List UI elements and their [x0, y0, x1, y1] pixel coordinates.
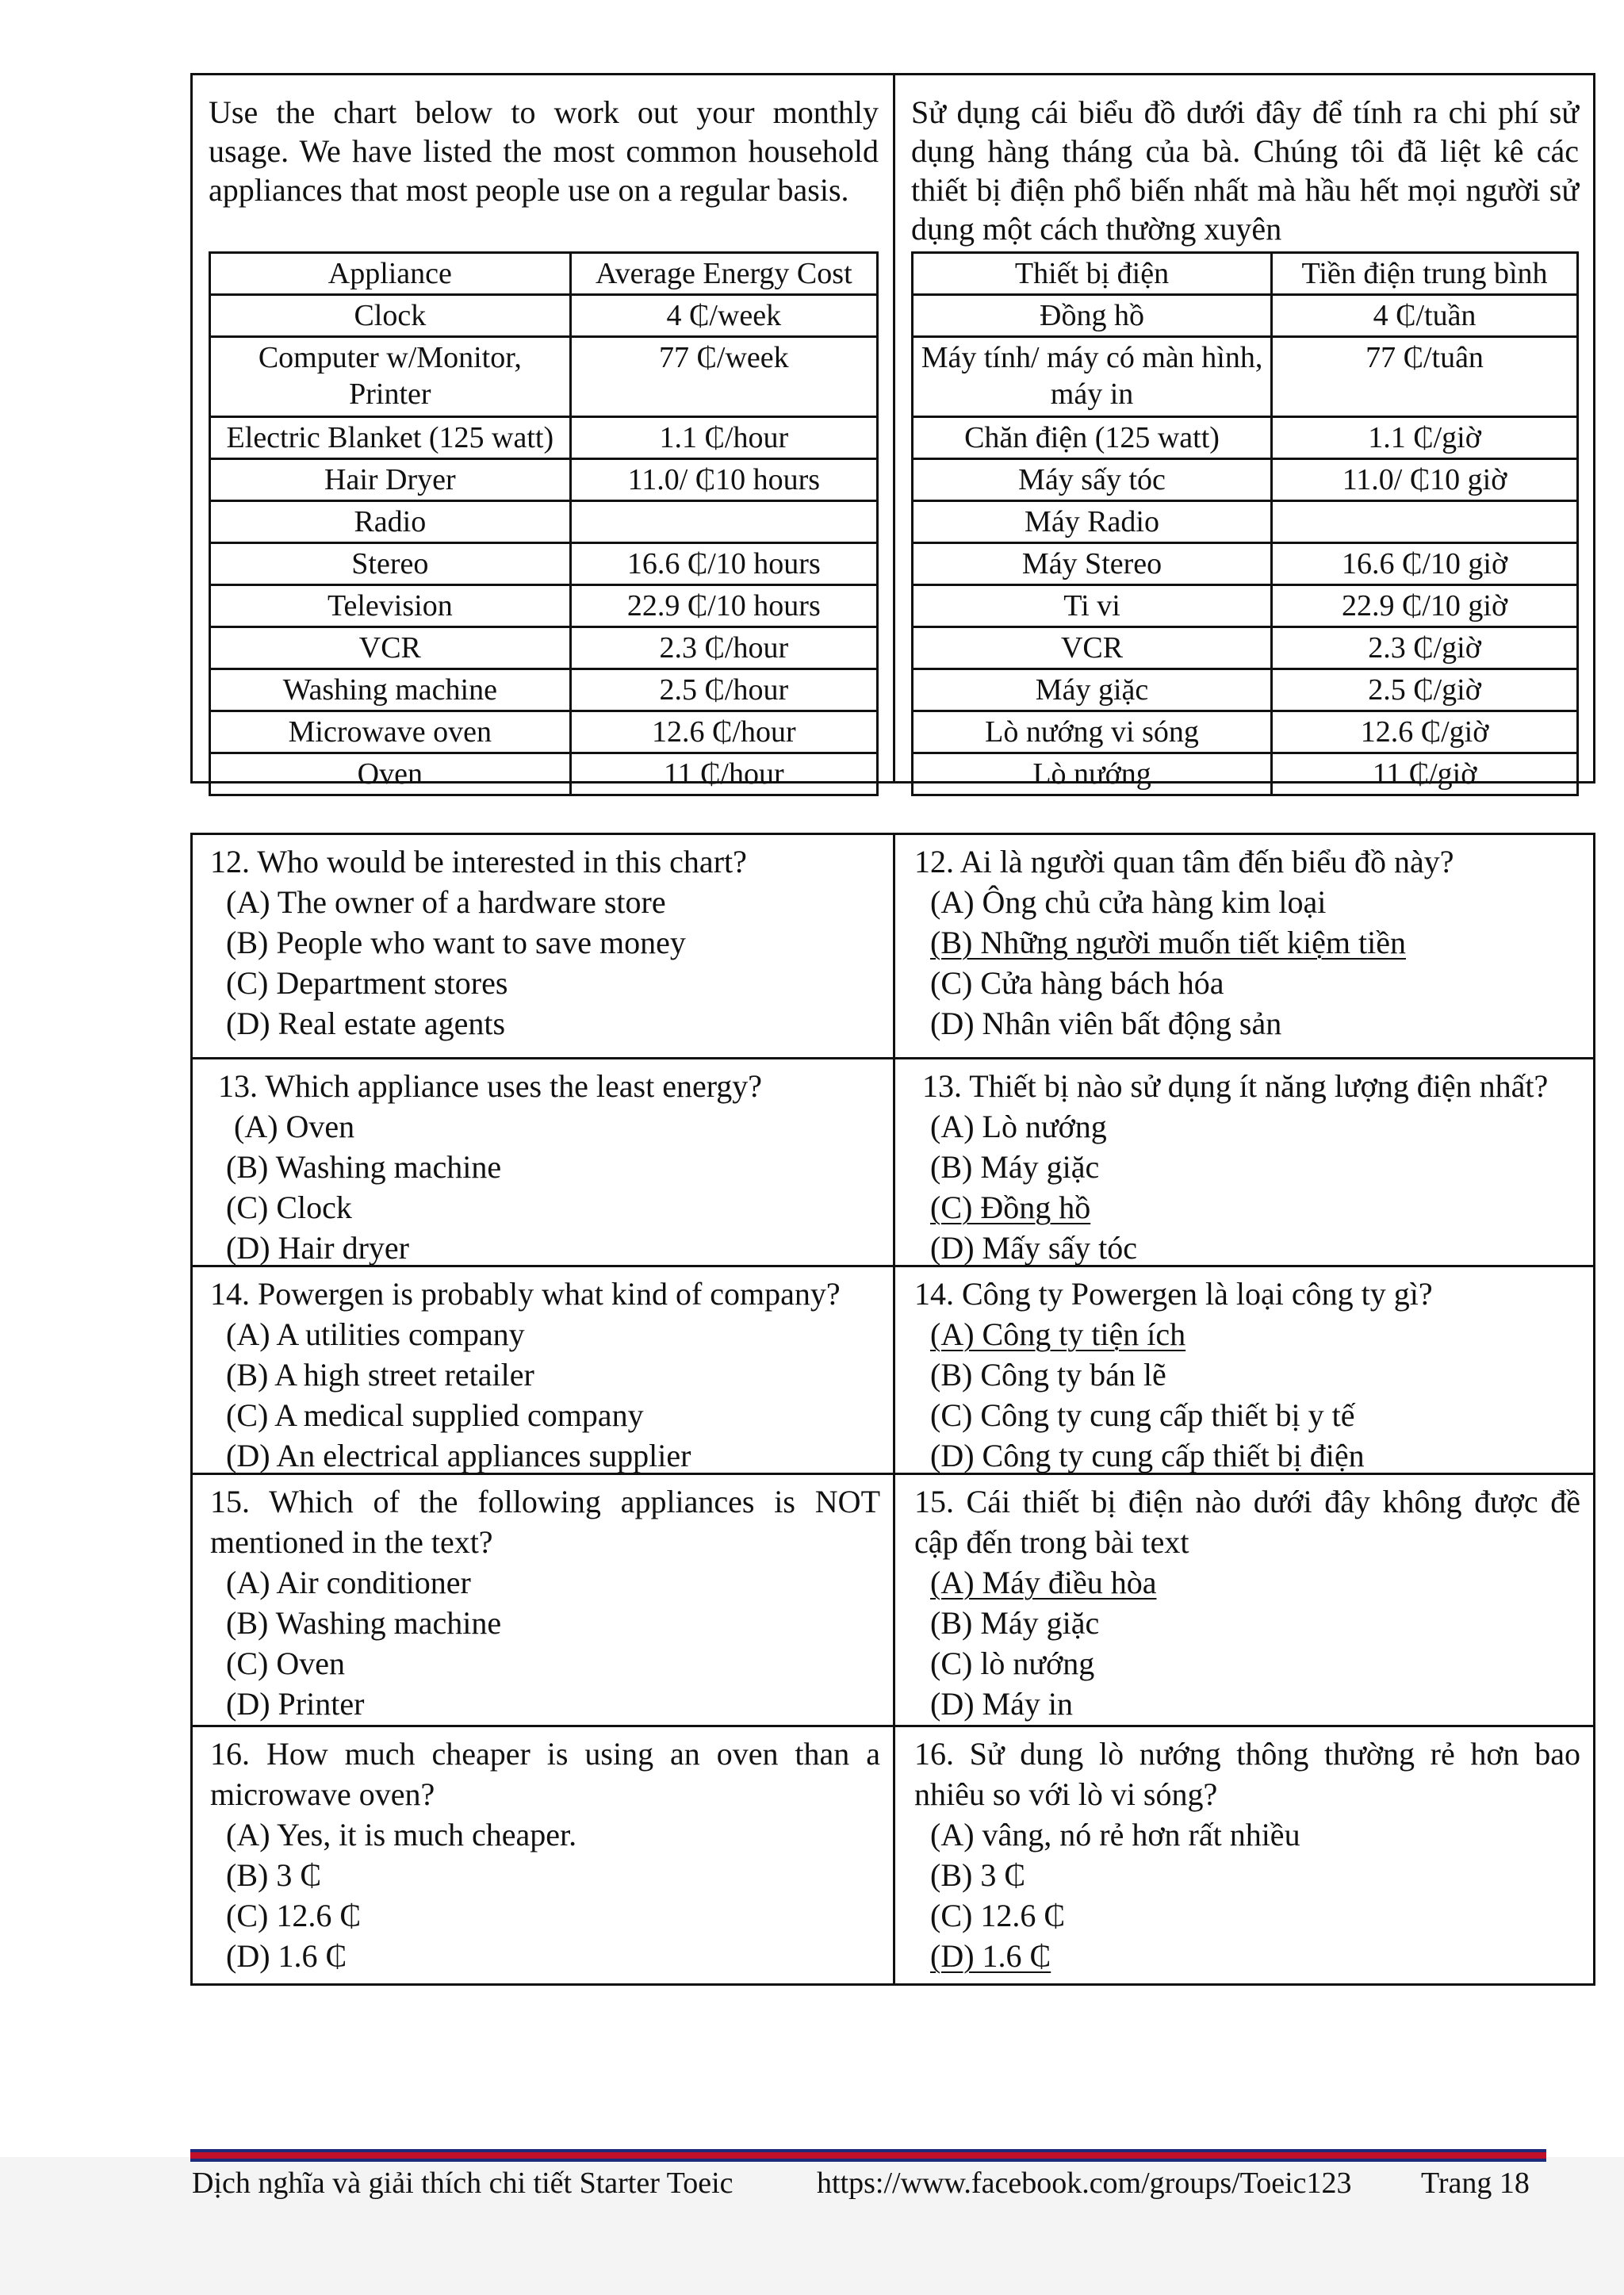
table-row: [913, 711, 1578, 753]
question-12-en: [193, 835, 893, 1057]
question-14-vi: [893, 1267, 1593, 1473]
energy-table-vi: [911, 251, 1579, 796]
option-b: (B) Công ty bán lẽ: [930, 1357, 1166, 1393]
table-header-row: [210, 253, 878, 295]
question-text: 14. Công ty Powergen là loại công ty gì?: [914, 1276, 1433, 1312]
option-c-answer: (C) Đồng hồ: [930, 1190, 1091, 1225]
question-13-vi: [893, 1059, 1593, 1265]
table-row: [210, 543, 878, 585]
option-c: (C) 12.6 ₵: [226, 1898, 361, 1933]
question-14-en: [193, 1267, 893, 1473]
option-a-answer: (A) Công ty tiện ích: [930, 1316, 1186, 1352]
option-d: (D) Nhân viên bất động sản: [930, 1006, 1282, 1041]
question-text: 13. Which appliance uses the least energy?: [218, 1068, 763, 1104]
option-b: (B) A high street retailer: [226, 1357, 534, 1393]
question-text: 16. How much cheaper is using an oven than a microwave oven?: [210, 1736, 880, 1812]
appliance-cell: VCR: [913, 627, 1272, 669]
table-row: [913, 627, 1578, 669]
option-a: (A) Oven: [234, 1109, 355, 1144]
table-row: [913, 501, 1578, 543]
table-row: [913, 459, 1578, 501]
question-text: 12. Ai là người quan tâm đến biểu đồ này?: [914, 844, 1454, 879]
question-text: 16. Sử dung lò nướng thông thường rẻ hơn bao nhiêu so với lò vi sóng?: [914, 1736, 1580, 1812]
cost-cell: 11 ₵/giờ: [1272, 753, 1578, 795]
option-a: (A) Yes, it is much cheaper.: [226, 1817, 577, 1852]
option-d: (D) Mấy sấy tóc: [930, 1230, 1138, 1266]
cost-cell: 11.0/ ₵10 giờ: [1272, 459, 1578, 501]
cost-cell: 2.5 ₵/hour: [570, 669, 877, 711]
cost-cell: 11.0/ ₵10 hours: [570, 459, 877, 501]
footer-divider-bar: [190, 2149, 1546, 2162]
question-16-vi: [893, 1727, 1593, 1983]
footer-title: Dịch nghĩa và giải thích chi tiết Starter Toeic: [192, 2167, 733, 2200]
table-row: [210, 459, 878, 501]
option-d: (D) Hair dryer: [226, 1230, 409, 1266]
option-d-answer: (D) 1.6 ₵: [930, 1938, 1051, 1974]
appliance-cell: Ti vi: [913, 585, 1272, 627]
appliance-cell: Microwave oven: [210, 711, 571, 753]
appliance-cell: Washing machine: [210, 669, 571, 711]
appliance-cell: Electric Blanket (125 watt): [210, 417, 571, 459]
table-row: [210, 585, 878, 627]
cost-cell: 16.6 ₵/10 hours: [570, 543, 877, 585]
cost-cell: 2.3 ₵/hour: [570, 627, 877, 669]
table-row: [913, 543, 1578, 585]
cost-cell: 11 ₵/hour: [570, 753, 877, 795]
cost-cell: [1272, 501, 1578, 543]
option-c: (C) Cửa hàng bách hóa: [930, 965, 1224, 1001]
table-row: [210, 669, 878, 711]
option-a: (A) Lò nướng: [930, 1109, 1107, 1144]
table-row: [913, 585, 1578, 627]
appliance-cell: Hair Dryer: [210, 459, 571, 501]
appliance-cell: Clock: [210, 295, 571, 337]
option-c: (C) A medical supplied company: [226, 1397, 644, 1433]
appliance-cell: Computer w/Monitor, Printer: [210, 337, 571, 417]
option-a: (A) The owner of a hardware store: [226, 884, 666, 920]
appliance-cell: Radio: [210, 501, 571, 543]
appliance-cell: Máy Radio: [913, 501, 1272, 543]
question-13-en: [193, 1059, 893, 1265]
cost-cell: 4 ₵/week: [570, 295, 877, 337]
vietnamese-column: [893, 75, 1593, 791]
appliance-cell: Stereo: [210, 543, 571, 585]
option-b: (B) People who want to save money: [226, 925, 686, 960]
question-15-en: [193, 1475, 893, 1725]
appliance-cell: Oven: [210, 753, 571, 795]
table-row: [210, 337, 878, 417]
table-row: [210, 753, 878, 795]
option-b: (B) Washing machine: [226, 1149, 502, 1185]
intro-text-en: Use the chart below to work out your monthly usage. We have listed the most common household appliances that most people use on a regular basis.: [209, 94, 879, 208]
table-row: [210, 627, 878, 669]
header-appliance: Thiết bị điện: [913, 253, 1272, 295]
header-cost: Average Energy Cost: [570, 253, 877, 295]
option-b: (B) Máy giặc: [930, 1605, 1100, 1641]
question-text: 12. Who would be interested in this chart?: [210, 844, 747, 879]
question-12-vi: [893, 835, 1593, 1057]
appliance-cell: Chăn điện (125 watt): [913, 417, 1272, 459]
table-row: [913, 417, 1578, 459]
table-row: [913, 753, 1578, 795]
cost-cell: 2.3 ₵/giờ: [1272, 627, 1578, 669]
option-c: (C) Oven: [226, 1646, 345, 1681]
question-15-vi: [893, 1475, 1593, 1725]
question-text: 15. Cái thiết bị điện nào dưới đây không được đề cập đến trong bài text: [914, 1484, 1580, 1560]
appliance-cell: Máy Stereo: [913, 543, 1272, 585]
cost-cell: 77 ₵/week: [570, 337, 877, 417]
header-appliance: Appliance: [210, 253, 571, 295]
option-c: (C) Clock: [226, 1190, 352, 1225]
question-row-16: [193, 1725, 1593, 1983]
option-b: (B) 3 ₵: [226, 1857, 321, 1893]
option-c: (C) Công ty cung cấp thiết bị y tế: [930, 1397, 1355, 1433]
question-row-15: [193, 1473, 1593, 1725]
option-b: (B) 3 ₵: [930, 1857, 1025, 1893]
cost-cell: 1.1 ₵/hour: [570, 417, 877, 459]
table-row: [210, 295, 878, 337]
cost-cell: [570, 501, 877, 543]
cost-cell: 22.9 ₵/10 hours: [570, 585, 877, 627]
option-c: (C) 12.6 ₵: [930, 1898, 1065, 1933]
appliance-cell: Máy tính/ máy có màn hình, máy in: [913, 337, 1272, 417]
appliance-cell: Lò nướng vi sóng: [913, 711, 1272, 753]
option-c: (C) lò nướng: [930, 1646, 1095, 1681]
question-row-12: [193, 835, 1593, 1057]
energy-table-en: [209, 251, 879, 796]
question-row-13: [193, 1057, 1593, 1265]
appliance-cell: VCR: [210, 627, 571, 669]
option-b: (B) Washing machine: [226, 1605, 502, 1641]
option-c: (C) Department stores: [226, 965, 508, 1001]
table-header-row: [913, 253, 1578, 295]
option-d: (D) Công ty cung cấp thiết bị điện: [930, 1438, 1365, 1473]
cost-cell: 2.5 ₵/giờ: [1272, 669, 1578, 711]
cost-cell: 22.9 ₵/10 giờ: [1272, 585, 1578, 627]
option-a: (A) vâng, nó rẻ hơn rất nhiều: [930, 1817, 1300, 1852]
question-text: 13. Thiết bị nào sử dụng ít năng lượng điện nhất?: [922, 1068, 1549, 1104]
option-d: (D) Real estate agents: [226, 1006, 506, 1041]
table-row: [913, 337, 1578, 417]
option-b-answer: (B) Những người muốn tiết kiệm tiền: [930, 925, 1406, 960]
table-row: [210, 711, 878, 753]
question-16-en: [193, 1727, 893, 1983]
footer-page-number: Trang 18: [1421, 2167, 1530, 2200]
question-text: 14. Powergen is probably what kind of company?: [210, 1276, 841, 1312]
question-text: 15. Which of the following appliances is NOT mentioned in the text?: [210, 1484, 880, 1560]
appliance-cell: Máy giặc: [913, 669, 1272, 711]
cost-cell: 77 ₵/tuân: [1272, 337, 1578, 417]
question-grid: [190, 833, 1595, 1986]
question-row-14: [193, 1265, 1593, 1473]
table-row: [913, 295, 1578, 337]
cost-cell: 12.6 ₵/giờ: [1272, 711, 1578, 753]
option-b: (B) Máy giặc: [930, 1149, 1100, 1185]
cost-cell: 16.6 ₵/10 giờ: [1272, 543, 1578, 585]
energy-chart-section: [190, 73, 1595, 791]
appliance-cell: Television: [210, 585, 571, 627]
english-column: [193, 75, 893, 791]
cost-cell: 4 ₵/tuần: [1272, 295, 1578, 337]
option-d: (D) Printer: [226, 1686, 365, 1722]
option-a: (A) A utilities company: [226, 1316, 525, 1352]
option-d: (D) An electrical appliances supplier: [226, 1438, 691, 1473]
appliance-cell: Máy sấy tóc: [913, 459, 1272, 501]
cost-cell: 1.1 ₵/giờ: [1272, 417, 1578, 459]
option-d: (D) 1.6 ₵: [226, 1938, 347, 1974]
cost-cell: 12.6 ₵/hour: [570, 711, 877, 753]
table-row: [913, 669, 1578, 711]
appliance-cell: Đồng hồ: [913, 295, 1272, 337]
header-cost: Tiền điện trung bình: [1272, 253, 1578, 295]
intro-text-vi: Sử dụng cái biểu đồ dưới đây để tính ra chi phí sử dụng hàng tháng của bà. Chúng tôi đã liệt kê các thiết bị điện phổ biến nhất mà hầu hết mọi người sử dụng một cách thường xuyên: [911, 94, 1579, 247]
option-a: (A) Ông chủ cửa hàng kim loại: [930, 884, 1327, 920]
option-a-answer: (A) Máy điều hòa: [930, 1565, 1157, 1600]
table-row: [210, 501, 878, 543]
footer-group-link[interactable]: https://www.facebook.com/groups/Toeic123: [817, 2167, 1352, 2200]
appliance-cell: Lò nướng: [913, 753, 1272, 795]
option-d: (D) Máy in: [930, 1686, 1073, 1722]
option-a: (A) Air conditioner: [226, 1565, 471, 1600]
table-row: [210, 417, 878, 459]
